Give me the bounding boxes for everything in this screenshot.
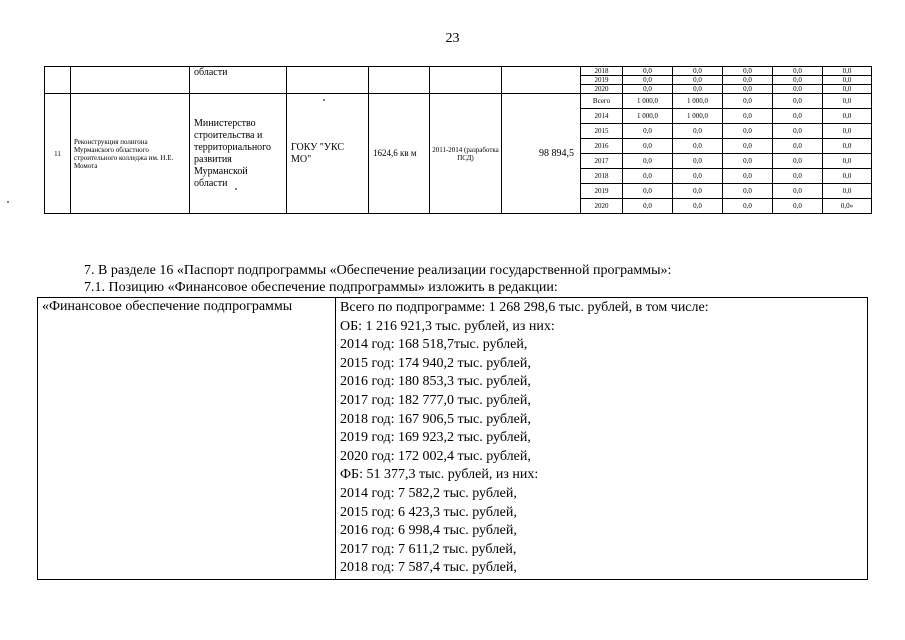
value-cell: 1 000,0 bbox=[623, 94, 673, 109]
funding-line: 2018 год: 7 587,4 тыс. рублей, bbox=[340, 560, 517, 576]
value-cell: 0,0 bbox=[723, 169, 773, 184]
value-cell: 0,0 bbox=[723, 124, 773, 139]
value-cell: 0,0 bbox=[823, 169, 872, 184]
value-cell: 0,0 bbox=[623, 85, 673, 94]
empty-cell bbox=[430, 67, 502, 94]
value-cell: 0,0 bbox=[773, 76, 823, 85]
value-cell: 0,0 bbox=[823, 109, 872, 124]
value-cell: 0,0 bbox=[623, 76, 673, 85]
value-cell: 0,0 bbox=[623, 184, 673, 199]
table-row bbox=[45, 94, 872, 109]
value-cell: 0,0 bbox=[673, 169, 723, 184]
year-cell: 2018 bbox=[581, 67, 623, 76]
year-cell: 2020 bbox=[581, 85, 623, 94]
passport-label: «Финансовое обеспечение подпрограммы bbox=[38, 298, 336, 580]
value-cell: 0,0 bbox=[623, 169, 673, 184]
value-cell: 0,0 bbox=[723, 154, 773, 169]
paragraph-7: 7. В разделе 16 «Паспорт подпрограммы «Обеспечение реализации государственной программы»: bbox=[84, 263, 672, 278]
value-cell: 1 000,0 bbox=[673, 94, 723, 109]
value-cell: 0,0 bbox=[823, 184, 872, 199]
empty-cell bbox=[369, 67, 430, 94]
passport-table bbox=[37, 297, 868, 580]
total-cost: 98 894,5 bbox=[502, 94, 581, 214]
value-cell: 0,0 bbox=[623, 67, 673, 76]
value-cell: 0,0 bbox=[673, 154, 723, 169]
table-row bbox=[45, 67, 872, 76]
year-cell: 2018 bbox=[581, 169, 623, 184]
value-cell: 0,0 bbox=[823, 76, 872, 85]
scan-speck bbox=[323, 99, 325, 101]
funding-line: ФБ: 51 377,3 тыс. рублей, из них: bbox=[340, 467, 539, 483]
value-cell: 0,0 bbox=[823, 94, 872, 109]
value-cell: 0,0 bbox=[773, 154, 823, 169]
year-cell: 2014 bbox=[581, 109, 623, 124]
responsible-org: Министерство строительства и территориального развития Мурманской области bbox=[190, 94, 287, 214]
paragraph-7-1: 7.1. Позицию «Финансовое обеспечение подпрограммы» изложить в редакции: bbox=[84, 280, 558, 295]
scan-speck bbox=[235, 188, 237, 190]
year-cell: 2015 bbox=[581, 124, 623, 139]
value-cell: 0,0 bbox=[773, 85, 823, 94]
value-cell: 0,0 bbox=[673, 85, 723, 94]
funding-line: 2016 год: 180 853,3 тыс. рублей, bbox=[340, 374, 531, 390]
value-cell: 0,0 bbox=[673, 76, 723, 85]
name-cell bbox=[71, 67, 190, 94]
value-cell: 0,0 bbox=[773, 94, 823, 109]
project-name: Реконструкция полигона Мурманского областного строительного колледжа им. Н.Е. Момота bbox=[71, 94, 190, 214]
funding-line: 2018 год: 167 906,5 тыс. рублей, bbox=[340, 411, 531, 427]
value-cell: 0,0 bbox=[673, 184, 723, 199]
value-cell: 0,0 bbox=[723, 85, 773, 94]
value-cell: 0,0 bbox=[823, 85, 872, 94]
value-cell: 0,0 bbox=[773, 169, 823, 184]
value-cell: 0,0 bbox=[773, 184, 823, 199]
funding-line: ОБ: 1 216 921,3 тыс. рублей, из них: bbox=[340, 318, 555, 334]
value-cell: 0,0 bbox=[823, 139, 872, 154]
value-cell: 0,0 bbox=[773, 67, 823, 76]
value-cell: 0,0 bbox=[723, 67, 773, 76]
year-cell: 2020 bbox=[581, 199, 623, 214]
value-cell: 0,0 bbox=[623, 124, 673, 139]
number-cell bbox=[45, 67, 71, 94]
page-number: 23 bbox=[445, 31, 460, 46]
period: 2011-2014 (разработка ПСД) bbox=[430, 94, 502, 214]
value-cell: 0,0 bbox=[673, 139, 723, 154]
value-cell: 0,0 bbox=[723, 94, 773, 109]
value-cell: 0,0 bbox=[773, 139, 823, 154]
scan-speck bbox=[7, 201, 9, 203]
passport-value bbox=[336, 298, 868, 580]
financing-table bbox=[44, 66, 872, 214]
value-cell: 1 000,0 bbox=[673, 109, 723, 124]
value-cell: 0,0 bbox=[723, 199, 773, 214]
value-cell: 0,0 bbox=[723, 109, 773, 124]
funding-line: 2017 год: 182 777,0 тыс. рублей, bbox=[340, 392, 531, 408]
funding-line: 2020 год: 172 002,4 тыс. рублей, bbox=[340, 448, 531, 464]
year-cell: Всего bbox=[581, 94, 623, 109]
year-cell: 2016 bbox=[581, 139, 623, 154]
funding-line: 2019 год: 169 923,2 тыс. рублей, bbox=[340, 430, 531, 446]
capacity: 1624,6 кв м bbox=[369, 94, 430, 214]
empty-cell bbox=[502, 67, 581, 94]
value-cell: 0,0 bbox=[623, 154, 673, 169]
year-cell: 2019 bbox=[581, 76, 623, 85]
executor: ГОКУ "УКС МО" bbox=[287, 94, 369, 214]
value-cell: 0,0 bbox=[823, 67, 872, 76]
funding-line: Всего по подпрограмме: 1 268 298,6 тыс. рублей, в том числе: bbox=[340, 300, 709, 315]
funding-line: 2015 год: 6 423,3 тыс. рублей, bbox=[340, 504, 517, 520]
value-cell: 0,0 bbox=[723, 139, 773, 154]
value-cell: 0,0 bbox=[823, 154, 872, 169]
value-cell: 0,0 bbox=[773, 124, 823, 139]
funding-line: 2017 год: 7 611,2 тыс. рублей, bbox=[340, 541, 517, 557]
row-number: 11 bbox=[45, 94, 71, 214]
funding-line: 2014 год: 7 582,2 тыс. рублей, bbox=[340, 485, 517, 501]
funding-line: 2016 год: 6 998,4 тыс. рублей, bbox=[340, 523, 517, 539]
empty-cell bbox=[287, 67, 369, 94]
funding-line: 2015 год: 174 940,2 тыс. рублей, bbox=[340, 355, 531, 371]
value-cell: 0,0 bbox=[623, 199, 673, 214]
value-cell: 0,0 bbox=[673, 199, 723, 214]
value-cell: 0,0» bbox=[823, 199, 872, 214]
value-cell: 0,0 bbox=[773, 199, 823, 214]
funding-line: 2014 год: 168 518,7тыс. рублей, bbox=[340, 337, 528, 353]
value-cell: 0,0 bbox=[723, 184, 773, 199]
value-cell: 1 000,0 bbox=[623, 109, 673, 124]
year-cell: 2017 bbox=[581, 154, 623, 169]
value-cell: 0,0 bbox=[723, 76, 773, 85]
value-cell: 0,0 bbox=[623, 139, 673, 154]
org-cell: области bbox=[190, 67, 287, 94]
value-cell: 0,0 bbox=[673, 124, 723, 139]
year-cell: 2019 bbox=[581, 184, 623, 199]
value-cell: 0,0 bbox=[673, 67, 723, 76]
value-cell: 0,0 bbox=[773, 109, 823, 124]
value-cell: 0,0 bbox=[823, 124, 872, 139]
